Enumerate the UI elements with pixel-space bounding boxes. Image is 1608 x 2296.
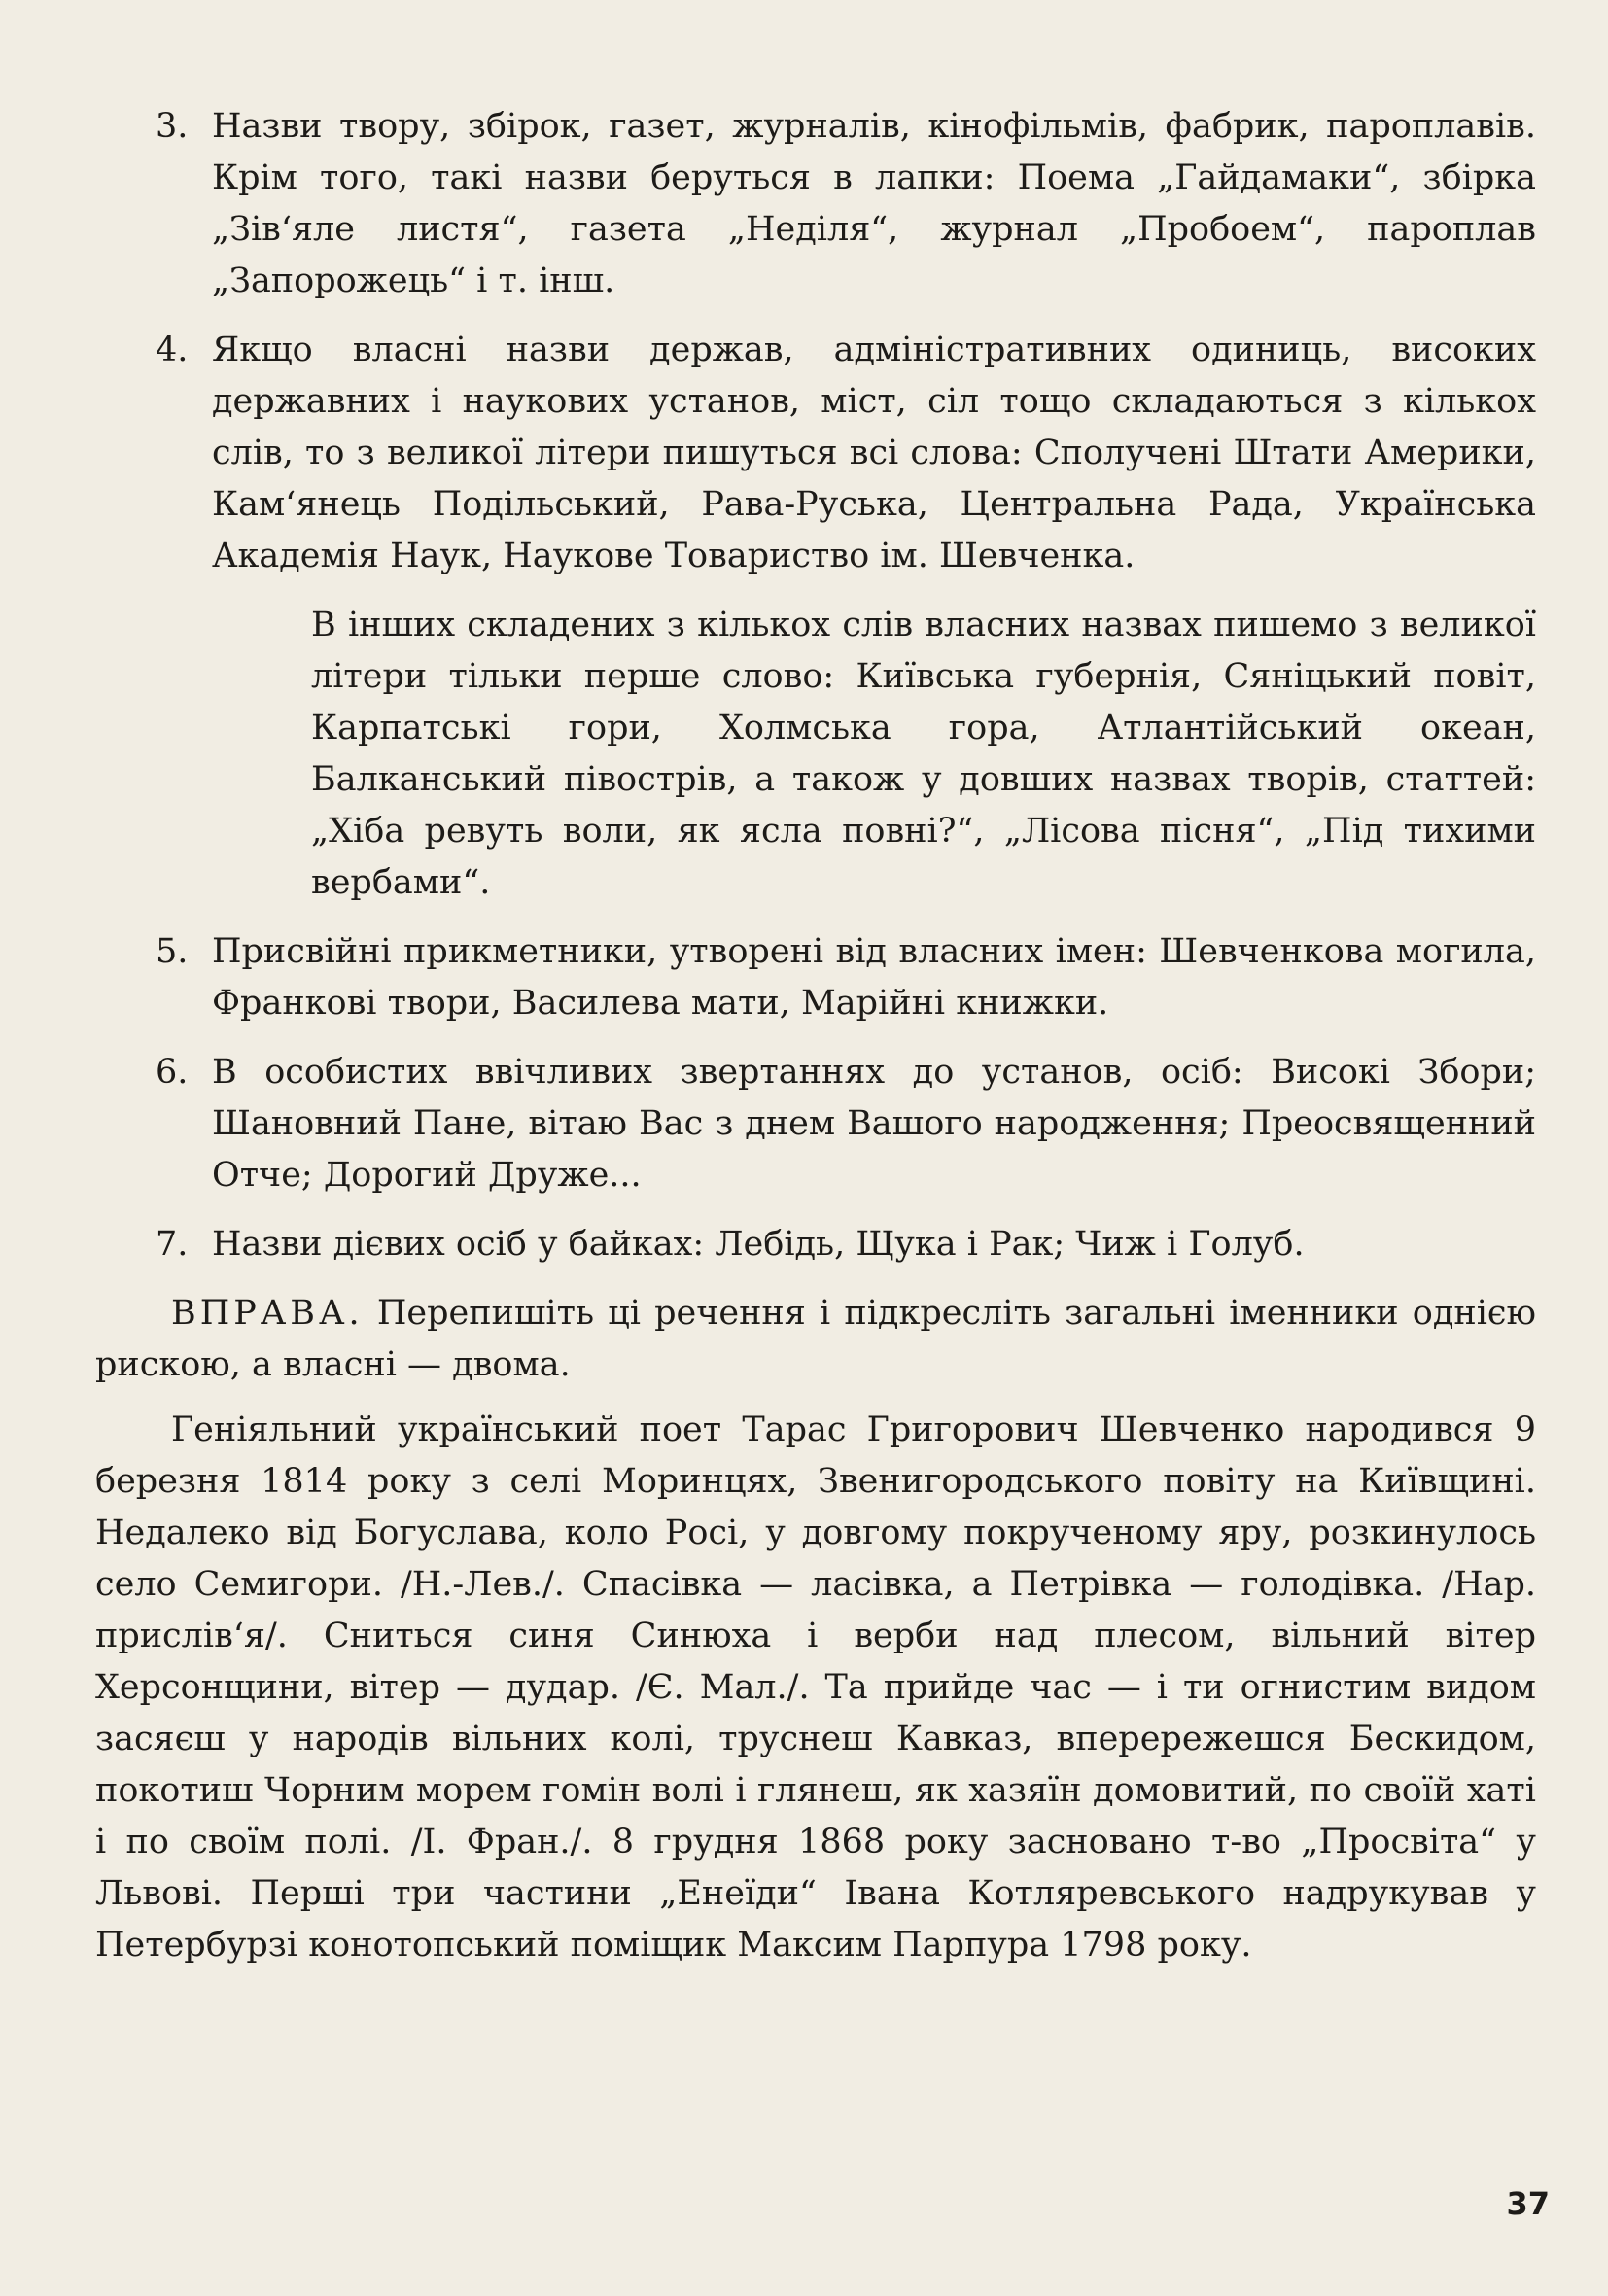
exercise-paragraph: Геніяльний український поет Тарас Григорович Шевченко народився 9 березня 1814 року з селі Моринцях, Звенигородського повіту на Київщині. Недалеко від Богуслава, коло Росі, у довгому покрученому яру, розкинулось село Семигори. /Н.-Лев./. Спасівка — ласівка, а Петрівка — голодівка. /Нар. прислів‘я/. Сниться синя Синюха і верби над плесом, вільний вітер Херсонщини, вітер — дудар. /Є. Мал./. Та прийде час — і ти огнистим видом засяєш у народів вільних колі, труснеш Кавказ, вперережешся Бескидом, покотиш Чорним морем гомін волі і глянеш, як хазяїн домовитий, по своїй хаті і по своїм полі. /І. Фран./. 8 грудня 1868 року засновано т-во „Просвіта“ у Львові. Перші три частини „Енеїди“ Івана Котляревського надрукував у Петербурзі конотопський поміщик Максим Парпура 1798 року. [95, 1410, 1536, 1965]
page-number: 37 [1506, 2185, 1550, 2222]
item-text: В особистих ввічливих звертаннях до установ, осіб: Високі Збори; Шановний Пане, вітаю Вас з днем Вашого народження; Преосвященний Отче; Дорогий Друже... [212, 1053, 1536, 1195]
item-number: 6. [156, 1053, 189, 1092]
item-text: Якщо власні назви держав, адміністративних одиниць, високих державних і наукових установ, міст, сіл тощо складаються з кількох слів, то з великої літери пишуться всі слова: Сполучені Штати Америки, Кам‘янець Подільський, Рава-Руська, Центральна Рада, Українська Академія Наук, Наукове Товариство ім. Шевченка. [212, 330, 1536, 575]
rule-item-3 [95, 101, 1536, 307]
item-text: Назви твору, збірок, газет, журналів, кінофільмів, фабрик, пароплавів. Крім того, такі назви беруться в лапки: Поема „Гайдамаки“, збірка „Зів‘яле листя“, газета „Неділя“, журнал „Пробоем“, пароплав „Запорожець“ і т. інш. [212, 107, 1536, 300]
rule-item-4-continuation: В інших складених з кількох слів власних назвах пишемо з великої літери тільки перше слово: Київська губернія, Сяніцький повіт, Карпатські гори, Холмська гора, Атлантійський океан, Балканський півострів, а також у довших назвах творів, статтей: „Хіба ревуть воли, як ясла повні?“, „Лісова пісня“, „Під тихими вербами“. [311, 606, 1536, 902]
exercise-label: ВПРАВА. [171, 1294, 364, 1333]
item-number: 3. [156, 107, 189, 146]
rule-item-4 [95, 325, 1536, 582]
item-number: 5. [156, 932, 189, 971]
exercise-instruction [95, 1288, 1536, 1391]
item-text: Назви дієвих осіб у байках: Лебідь, Щука і Рак; Чиж і Голуб. [212, 1225, 1305, 1264]
rule-item-7 [95, 1219, 1536, 1270]
item-number: 4. [156, 330, 189, 369]
item-text: Присвійні прикметники, утворені від власних імен: Шевченкова могила, Франкові твори, Василева мати, Марійні книжки. [212, 932, 1536, 1023]
item-number: 7. [156, 1225, 189, 1264]
exercise-text: Перепишіть ці речення і підкресліть загальні іменники однією рискою, а власні — двома. [95, 1294, 1536, 1384]
rule-item-5 [95, 926, 1536, 1029]
rule-item-6 [95, 1047, 1536, 1201]
